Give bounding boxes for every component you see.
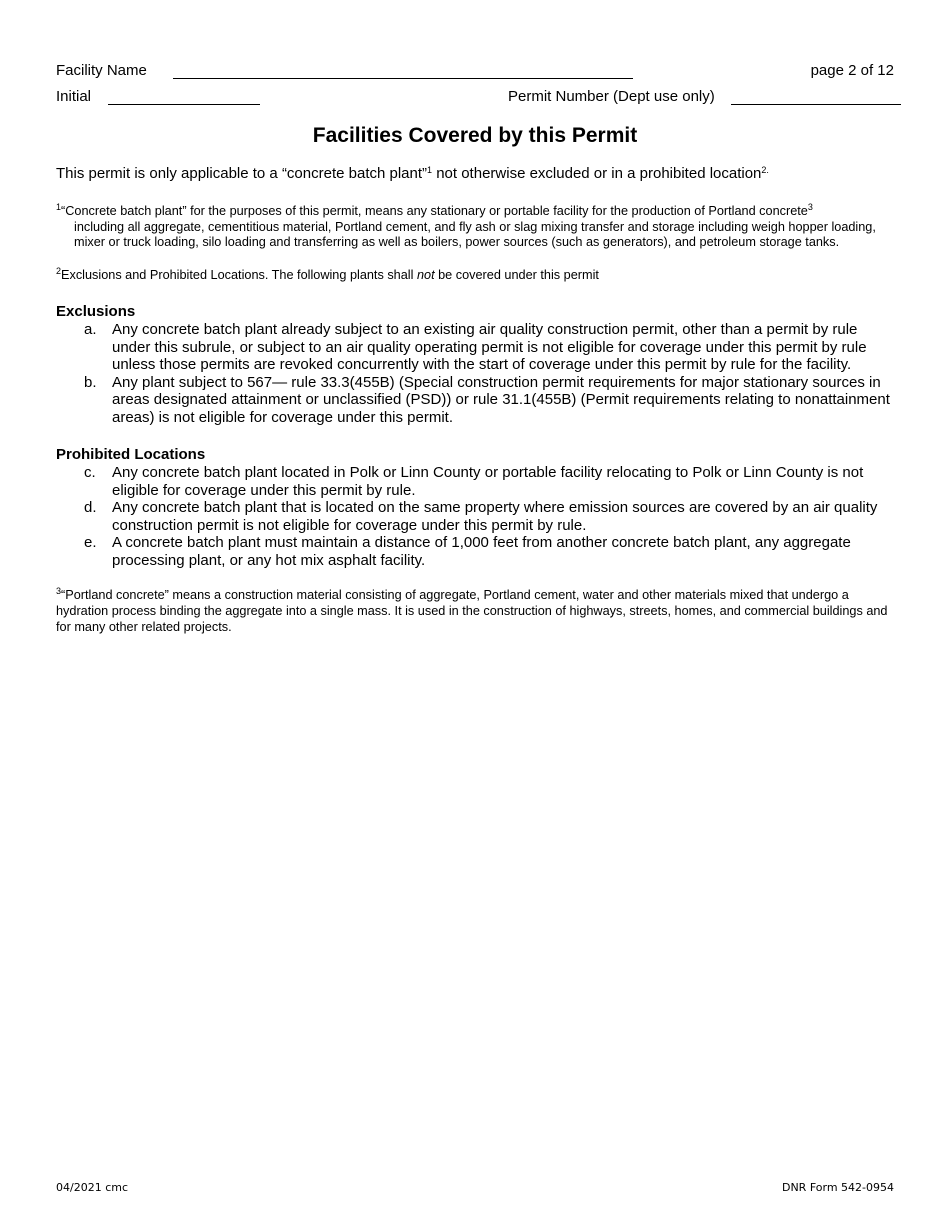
list-marker: d. (84, 499, 97, 517)
intro-text-a: This permit is only applicable to a “concrete batch plant” (56, 165, 428, 182)
permit-number-label: Permit Number (Dept use only) (508, 88, 715, 105)
footnote-3 (56, 587, 898, 635)
footnote-1-rest: including all aggregate, cementitious material, Portland cement, and fly ash or slag mixing transfer and storage including weigh hopper loading, mixer or truck loading, silo loading and transferring as well as boilers, power sources (such as generators), and petroleum storage tanks. (74, 219, 876, 249)
footnote-1-ref-3: 3 (807, 202, 813, 212)
footnote-2-mark: 2 (56, 266, 62, 276)
prohibited-locations-heading: Prohibited Locations (56, 446, 206, 463)
list-item (56, 534, 896, 569)
footer-form-number: DNR Form 542-0954 (781, 1181, 894, 1194)
list-item (56, 321, 896, 374)
list-item-text: Any concrete batch plant that is located on the same property where emission sources are covered by an air quality construction permit is not eligible for coverage under this permit by rule. (112, 499, 878, 534)
footnote-2-text-a: Exclusions and Prohibited Locations. The following plants shall (61, 268, 417, 282)
footnote-1-mark: 1 (56, 202, 62, 212)
list-item (56, 374, 896, 427)
footnote-1-line1: “Concrete batch plant” for the purposes of this permit, means any stationary or portable facility for the production of Portland concrete (61, 204, 808, 218)
list-marker: e. (84, 534, 97, 552)
list-marker: c. (84, 464, 96, 481)
permit-number-field[interactable] (731, 90, 901, 105)
list-item-text: Any concrete batch plant already subject to an existing air quality construction permit, other than a permit by rule under this subrule, or subject to an air quality operating permit is not eligible for coverage under this permit by rule unless those permits are revoked concurrently with the start of coverage under this permit by rule for the facility. (112, 321, 867, 374)
page-number: page 2 of 12 (810, 62, 894, 79)
footnote-3-text: “Portland concrete” means a construction material consisting of aggregate, Portland cement, water and other materials mixed that undergo a hydration process binding the aggregate into a single mass. It is used in the construction of highways, streets, homes, and commercial buildings and for many other related projects. (56, 588, 888, 634)
list-marker: a. (84, 321, 97, 338)
list-item-text: Any plant subject to 567— rule 33.3(455B) (Special construction permit requirements for major stationary sources in areas designated attainment or unclassified (PSD)) or rule 31.1(455B) (Permit requirements relating to nonattainment areas) is not eligible for coverage under this permit. (112, 373, 890, 426)
list-marker: b. (84, 373, 97, 391)
list-item (56, 499, 896, 534)
intro-footnote-ref-2: 2. (761, 165, 769, 175)
list-item-text: Any concrete batch plant located in Polk or Linn County or portable facility relocating to Polk or Linn County is not eligible for coverage under this permit by rule. (112, 464, 864, 499)
footnote-2 (56, 268, 898, 284)
list-item-text: A concrete batch plant must maintain a distance of 1,000 feet from another concrete batch plant, any aggregate processing plant, or any hot mix asphalt facility. (112, 534, 851, 569)
footnote-3-mark: 3 (56, 586, 62, 596)
facility-name-field[interactable] (173, 64, 633, 79)
list-item (56, 464, 896, 499)
initial-field[interactable] (108, 90, 260, 105)
prohibited-locations-list (56, 464, 896, 570)
footnote-2-text-b: be covered under this permit (434, 268, 599, 282)
initial-label: Initial (56, 88, 92, 105)
exclusions-list (56, 321, 896, 427)
intro-paragraph (56, 165, 906, 182)
exclusions-heading: Exclusions (56, 303, 136, 320)
footnote-1 (56, 204, 898, 251)
page-title: Facilities Covered by this Permit (312, 124, 638, 147)
intro-text-b: not otherwise excluded or in a prohibited location (432, 165, 762, 182)
facility-name-label: Facility Name (56, 62, 147, 79)
footer-date: 04/2021 cmc (56, 1181, 129, 1194)
intro-footnote-ref-1: 1 (427, 165, 433, 175)
footnote-2-emphasis: not (416, 268, 435, 282)
